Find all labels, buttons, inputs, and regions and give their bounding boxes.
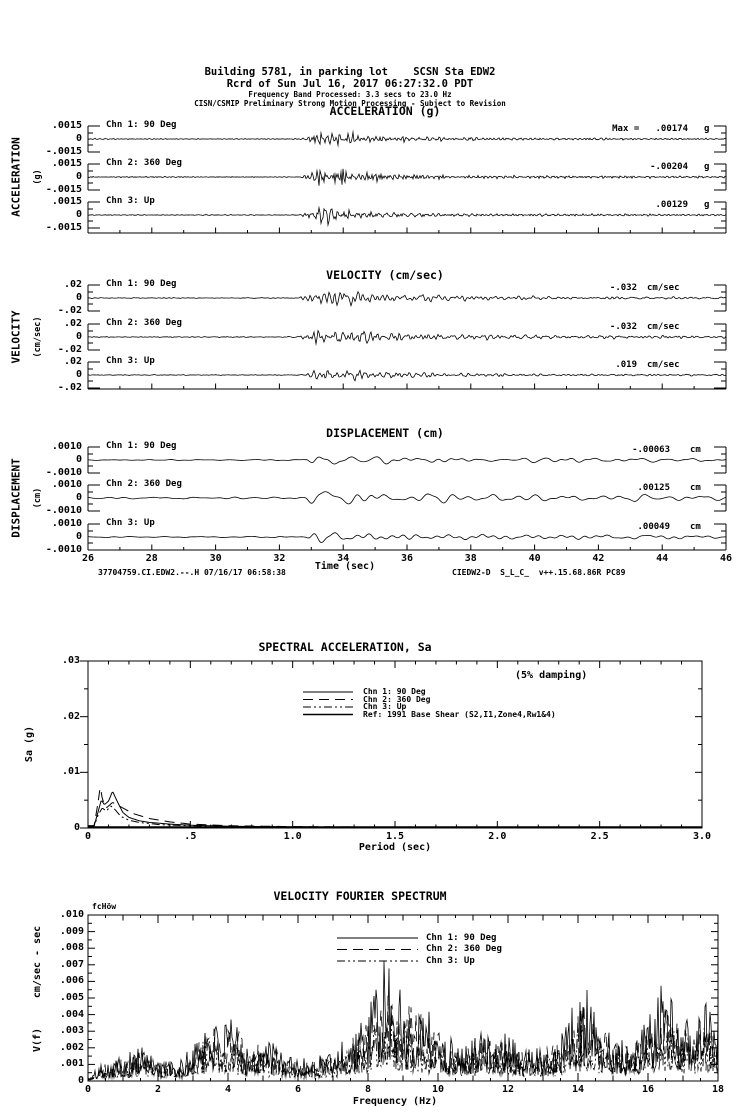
displacement-axis-unit: (cm) (32, 487, 43, 509)
max-value-label: .00129 (655, 200, 688, 210)
time-tick-label: 36 (400, 553, 414, 564)
fourier-x-tick-label: 16 (641, 1084, 655, 1095)
time-tick-label: 42 (592, 553, 605, 564)
channel-label: Chn 3: Up (106, 518, 155, 528)
y-tick-label: -.0010 (45, 544, 82, 555)
y-tick-label: 0 (75, 331, 82, 342)
y-tick-label: 0 (75, 171, 82, 182)
time-tick-label: 34 (337, 553, 350, 564)
max-value-label: .019 (615, 360, 637, 370)
sa-y-tick-label: .02 (61, 710, 80, 722)
header-disclaimer-line: CISN/CSMIP Preliminary Strong Motion Processing - Subject to Revision (194, 99, 506, 108)
y-tick-label: -.0015 (45, 146, 82, 157)
y-tick-label: .02 (63, 318, 82, 329)
y-tick-label: 0 (75, 133, 82, 144)
y-tick-label: .0010 (51, 479, 82, 490)
max-value-label: -.00204 (650, 162, 688, 172)
max-value-label: Max = .00174 (612, 124, 688, 134)
max-value-label: -.00063 (632, 445, 670, 455)
y-tick-label: .0010 (51, 518, 82, 529)
y-tick-label: -.02 (57, 305, 82, 316)
sa-y-tick-label: .01 (61, 766, 80, 778)
max-value-label: .00049 (637, 522, 670, 532)
footer-record-id: 37704759.CI.EDW2.--.H 07/16/17 06:58:38 (98, 568, 286, 577)
sa-x-axis-label: Period (sec) (358, 842, 432, 853)
channel-label: Chn 2: 360 Deg (106, 318, 182, 328)
time-tick-label: 40 (528, 553, 541, 564)
y-tick-label: 0 (75, 369, 82, 380)
time-tick-label: 32 (273, 553, 286, 564)
fourier-y-tick-label: .007 (59, 958, 84, 970)
fourier-legend-label: Chn 3: Up (426, 955, 475, 966)
max-value-label: -.032 (609, 322, 637, 332)
sa-x-tick-label: 1.0 (283, 831, 302, 842)
sa-x-tick-label: 2.0 (488, 831, 507, 842)
fourier-legend-label: Chn 1: 90 Deg (426, 932, 497, 943)
sa-legend-label: Chn 1: 90 Deg (363, 687, 426, 696)
acceleration-axis-unit: (g) (32, 169, 43, 185)
time-tick-label: 46 (719, 553, 733, 564)
y-tick-label: 0 (75, 531, 82, 542)
acceleration-axis-label: ACCELERATION (9, 137, 23, 217)
fourier-x-tick-label: 4 (224, 1084, 232, 1095)
max-unit-label: cm (690, 522, 701, 532)
channel-label: Chn 1: 90 Deg (106, 279, 177, 289)
y-tick-label: .02 (63, 356, 82, 367)
y-tick-label: .0010 (51, 441, 82, 452)
sa-x-tick-label: 0 (84, 831, 92, 842)
max-unit-label: cm/sec (647, 360, 680, 370)
fourier-y-axis-name: V(f) (32, 1027, 43, 1053)
y-tick-label: .0015 (51, 196, 82, 207)
displacement-axis-label: DISPLACEMENT (9, 458, 23, 538)
y-tick-label: -.0010 (45, 505, 82, 516)
y-tick-label: -.02 (57, 382, 82, 393)
max-unit-label: cm (690, 483, 701, 493)
sa-x-tick-label: 2.5 (590, 831, 609, 842)
y-tick-label: -.02 (57, 344, 82, 355)
fourier-y-tick-label: .005 (59, 992, 84, 1003)
channel-label: Chn 1: 90 Deg (106, 120, 177, 130)
time-tick-label: 30 (209, 553, 222, 564)
y-tick-label: 0 (75, 292, 82, 303)
fourier-x-tick-label: 8 (364, 1084, 372, 1095)
fourier-y-tick-label: .003 (59, 1025, 84, 1037)
fourier-title: VELOCITY FOURIER SPECTRUM (273, 889, 447, 903)
sa-y-axis-label: Sa (g) (24, 725, 35, 763)
velocity-axis-label: VELOCITY (9, 310, 23, 364)
sa-damping-note: (5% damping) (515, 670, 588, 681)
max-value-label: .00125 (637, 483, 670, 493)
footer-processing-id: CIEDW2-D S_L_C_ v++.15.68.86R PC89 (452, 568, 626, 577)
sa-x-tick-label: 3.0 (692, 831, 712, 842)
fourier-y-tick-label: .009 (59, 925, 84, 937)
time-tick-label: 38 (464, 553, 477, 564)
max-unit-label: g (704, 162, 710, 172)
max-unit-label: cm/sec (647, 283, 680, 293)
fourier-x-tick-label: 2 (154, 1084, 162, 1095)
fourier-x-tick-label: 10 (431, 1084, 445, 1095)
time-axis-label: Time (sec) (314, 561, 376, 572)
sa-y-tick-label: 0 (73, 822, 80, 833)
sa-y-tick-label: .03 (61, 655, 80, 666)
sa-legend-label: Chn 2: 360 Deg (363, 694, 431, 704)
fourier-y-axis-units: cm/sec - sec (32, 925, 43, 999)
fourier-x-axis-label: Frequency (Hz) (352, 1096, 438, 1107)
fourier-x-tick-label: 6 (294, 1084, 302, 1095)
y-tick-label: .0015 (51, 158, 82, 169)
time-tick-label: 28 (145, 553, 158, 564)
max-unit-label: g (704, 200, 710, 210)
y-tick-label: .02 (63, 279, 82, 290)
channel-label: Chn 3: Up (106, 196, 155, 206)
sa-x-tick-label: 1.5 (385, 831, 405, 842)
fourier-y-tick-label: .001 (59, 1058, 84, 1070)
velocity-axis-unit: (cm/sec) (32, 316, 43, 358)
fourier-y-tick-label: .004 (59, 1008, 84, 1020)
fourier-legend-label: Chn 2: 360 Deg (426, 944, 502, 954)
y-tick-label: 0 (75, 454, 82, 465)
max-unit-label: cm (690, 445, 701, 455)
max-value-label: -.032 (609, 283, 637, 293)
displacement-title: DISPLACEMENT (cm) (326, 426, 444, 440)
fourier-x-tick-label: 18 (711, 1084, 725, 1095)
fourier-x-tick-label: 0 (84, 1084, 92, 1095)
fourier-y-tick-label: .006 (59, 975, 84, 987)
time-tick-label: 44 (656, 553, 669, 564)
acceleration-title: ACCELERATION (g) (329, 104, 441, 118)
header-station-line: Building 5781, in parking lot SCSN Sta EDW2 (204, 66, 496, 78)
y-tick-label: -.0010 (45, 467, 82, 478)
fourier-x-tick-label: 12 (501, 1084, 515, 1095)
fourier-y-tick-label: .008 (59, 942, 84, 954)
fourier-y-tick-label: 0 (77, 1075, 84, 1086)
y-tick-label: 0 (75, 492, 82, 503)
fourier-x-tick-label: 14 (571, 1084, 585, 1095)
y-tick-label: -.0015 (45, 184, 82, 195)
channel-label: Chn 3: Up (106, 356, 155, 366)
sa-legend-label: Chn 3: Up (363, 702, 407, 711)
sa-legend-label: Ref: 1991 Base Shear (S2,I1,Zone4,Rw1&4) (363, 709, 556, 719)
channel-label: Chn 2: 360 Deg (106, 479, 182, 489)
fourier-corner-label: fcHöw (92, 902, 117, 911)
channel-label: Chn 2: 360 Deg (106, 158, 182, 168)
sa-title: SPECTRAL ACCELERATION, Sa (258, 640, 432, 654)
fourier-y-tick-label: .002 (59, 1041, 84, 1053)
sa-x-tick-label: .5 (184, 831, 197, 842)
time-tick-label: 26 (81, 553, 95, 564)
channel-label: Chn 1: 90 Deg (106, 441, 177, 451)
y-tick-label: 0 (75, 209, 82, 220)
y-tick-label: -.0015 (45, 222, 82, 233)
header-record-line: Rcrd of Sun Jul 16, 2017 06:27:32.0 PDT (226, 78, 474, 90)
max-unit-label: g (704, 124, 710, 134)
header-band-line: Frequency Band Processed: 3.3 secs to 23.0 Hz (248, 90, 452, 99)
y-tick-label: .0015 (51, 120, 82, 131)
fourier-y-tick-label: .010 (59, 909, 84, 920)
max-unit-label: cm/sec (647, 322, 680, 332)
velocity-title: VELOCITY (cm/sec) (326, 268, 444, 282)
